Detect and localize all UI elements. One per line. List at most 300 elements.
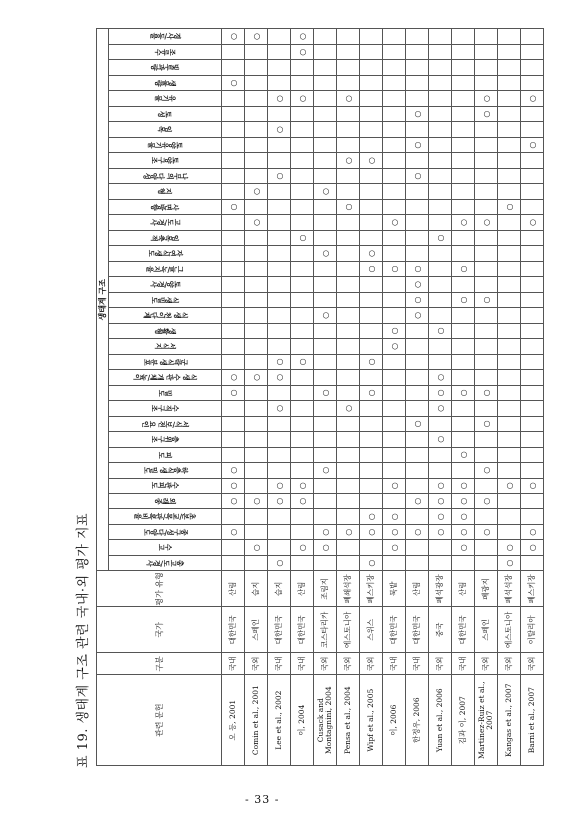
indicator-cell bbox=[245, 60, 268, 75]
indicator-cell bbox=[268, 509, 291, 524]
indicator-label: 하층식생 밀도 bbox=[142, 466, 188, 476]
indicator-header bbox=[109, 153, 222, 168]
cell-study: Pensa et al., 2004 bbox=[337, 675, 360, 766]
indicator-cell bbox=[268, 447, 291, 462]
indicator-cell bbox=[383, 277, 406, 292]
indicator-cell bbox=[291, 447, 314, 462]
indicator-header bbox=[109, 199, 222, 214]
indicator-cell: ○ bbox=[498, 478, 521, 493]
cell-origin: 국외 bbox=[475, 653, 498, 675]
indicator-cell: ○ bbox=[429, 385, 452, 400]
indicator-cell bbox=[452, 323, 475, 338]
indicator-cell: ○ bbox=[429, 323, 452, 338]
indicator-header bbox=[109, 44, 222, 59]
indicator-header bbox=[109, 540, 222, 555]
indicator-cell bbox=[360, 60, 383, 75]
indicator-cell bbox=[452, 339, 475, 354]
indicator-cell bbox=[383, 494, 406, 509]
indicator-cell: ○ bbox=[291, 29, 314, 45]
indicator-cell bbox=[383, 308, 406, 323]
indicator-cell: ○ bbox=[475, 106, 498, 121]
indicator-cell bbox=[291, 184, 314, 199]
indicator-cell: ○ bbox=[406, 292, 429, 307]
indicator-cell bbox=[314, 199, 337, 214]
indicator-cell bbox=[291, 168, 314, 183]
indicator-header bbox=[109, 246, 222, 261]
indicator-cell: ○ bbox=[429, 509, 452, 524]
indicator-cell bbox=[498, 106, 521, 121]
indicator-cell bbox=[268, 524, 291, 539]
indicator-cell bbox=[498, 323, 521, 338]
indicator-cell bbox=[406, 339, 429, 354]
indicator-cell bbox=[245, 432, 268, 447]
indicator-cell bbox=[337, 277, 360, 292]
cell-origin: 국내 bbox=[406, 653, 429, 675]
indicator-cell: ○ bbox=[337, 401, 360, 416]
indicator-cell bbox=[498, 447, 521, 462]
indicator-label: 토성 bbox=[158, 110, 172, 120]
cell-country: 스페인 bbox=[245, 607, 268, 653]
indicator-cell: ○ bbox=[452, 292, 475, 307]
indicator-cell bbox=[291, 509, 314, 524]
indicator-header bbox=[109, 385, 222, 400]
indicator-header bbox=[109, 60, 222, 75]
indicator-cell bbox=[429, 277, 452, 292]
indicator-cell bbox=[222, 416, 245, 431]
indicator-cell bbox=[521, 432, 544, 447]
indicator-header bbox=[109, 401, 222, 416]
indicator-cell bbox=[429, 463, 452, 478]
indicator-cell bbox=[291, 246, 314, 261]
indicator-cell bbox=[383, 432, 406, 447]
indicator-cell: ○ bbox=[452, 509, 475, 524]
indicator-cell bbox=[245, 385, 268, 400]
indicator-cell bbox=[337, 60, 360, 75]
indicator-cell bbox=[498, 339, 521, 354]
indicator-cell bbox=[475, 137, 498, 152]
cell-origin: 국외 bbox=[360, 653, 383, 675]
indicator-cell bbox=[337, 261, 360, 276]
indicator-label: 토양/경사 bbox=[149, 280, 181, 290]
indicator-cell bbox=[314, 494, 337, 509]
indicator-cell: ○ bbox=[360, 524, 383, 539]
indicator-cell bbox=[222, 106, 245, 121]
indicator-cell bbox=[452, 370, 475, 385]
indicator-cell bbox=[498, 215, 521, 230]
indicator-cell: ○ bbox=[383, 339, 406, 354]
indicator-cell bbox=[222, 215, 245, 230]
indicator-cell bbox=[498, 277, 521, 292]
indicator-cell: ○ bbox=[222, 494, 245, 509]
cell-origin: 국외 bbox=[245, 653, 268, 675]
indicator-cell bbox=[291, 401, 314, 416]
indicator-cell bbox=[429, 447, 452, 462]
table-row bbox=[452, 29, 475, 766]
indicator-cell bbox=[337, 292, 360, 307]
indicator-cell bbox=[337, 29, 360, 45]
indicator-cell: ○ bbox=[475, 416, 498, 431]
indicator-cell: ○ bbox=[521, 478, 544, 493]
indicator-cell bbox=[521, 75, 544, 90]
indicator-label: 유기물 bbox=[154, 94, 176, 104]
indicator-cell bbox=[383, 75, 406, 90]
indicator-cell bbox=[521, 261, 544, 276]
indicator-cell bbox=[498, 137, 521, 152]
indicator-cell bbox=[383, 91, 406, 106]
cell-target: 습지 bbox=[245, 571, 268, 607]
indicator-label: 임목 bbox=[158, 125, 172, 135]
indicator-cell bbox=[475, 478, 498, 493]
indicator-cell bbox=[360, 478, 383, 493]
indicator-cell bbox=[268, 323, 291, 338]
indicator-cell bbox=[314, 555, 337, 570]
indicator-cell bbox=[337, 339, 360, 354]
indicator-cell: ○ bbox=[314, 385, 337, 400]
indicator-cell bbox=[268, 137, 291, 152]
indicator-cell: ○ bbox=[337, 199, 360, 214]
indicator-cell bbox=[383, 246, 406, 261]
indicator-cell bbox=[383, 370, 406, 385]
indicator-cell bbox=[268, 261, 291, 276]
indicator-cell bbox=[406, 555, 429, 570]
indicator-cell bbox=[521, 29, 544, 45]
indicator-cell bbox=[429, 354, 452, 369]
indicator-cell bbox=[475, 323, 498, 338]
indicator-cell bbox=[475, 354, 498, 369]
indicator-cell bbox=[452, 137, 475, 152]
indicator-cell bbox=[245, 168, 268, 183]
indicator-cell: ○ bbox=[406, 168, 429, 183]
indicator-label: 생물량 bbox=[154, 79, 176, 89]
indicator-cell bbox=[521, 122, 544, 137]
indicator-cell bbox=[521, 447, 544, 462]
indicator-cell bbox=[452, 416, 475, 431]
indicator-cell bbox=[222, 122, 245, 137]
indicator-cell: ○ bbox=[245, 370, 268, 385]
indicator-cell bbox=[475, 555, 498, 570]
indicator-cell: ○ bbox=[475, 215, 498, 230]
indicator-header bbox=[109, 509, 222, 524]
table-body bbox=[222, 29, 544, 766]
indicator-cell: ○ bbox=[383, 323, 406, 338]
indicator-cell: ○ bbox=[429, 494, 452, 509]
indicator-cell bbox=[245, 463, 268, 478]
indicator-cell: ○ bbox=[475, 524, 498, 539]
indicator-cell bbox=[337, 555, 360, 570]
indicator-cell: ○ bbox=[360, 385, 383, 400]
indicator-cell bbox=[360, 416, 383, 431]
indicator-cell bbox=[314, 215, 337, 230]
indicator-cell bbox=[383, 153, 406, 168]
indicator-cell: ○ bbox=[498, 540, 521, 555]
table-row bbox=[498, 29, 521, 766]
indicator-cell bbox=[337, 432, 360, 447]
indicator-cell: ○ bbox=[314, 463, 337, 478]
indicator-cell bbox=[268, 540, 291, 555]
cell-study: Kangas et al., 2007 bbox=[498, 675, 521, 766]
indicator-cell: ○ bbox=[452, 385, 475, 400]
indicator-cell: ○ bbox=[475, 494, 498, 509]
indicator-cell bbox=[498, 168, 521, 183]
indicator-cell bbox=[222, 230, 245, 245]
indicator-label: 사면방향 bbox=[151, 203, 179, 213]
indicator-cell bbox=[245, 106, 268, 121]
indicator-label: 수직구조 bbox=[151, 404, 179, 414]
indicator-cell bbox=[222, 509, 245, 524]
indicator-cell bbox=[406, 75, 429, 90]
indicator-cell bbox=[360, 29, 383, 45]
indicator-cell bbox=[383, 230, 406, 245]
indicator-cell bbox=[291, 323, 314, 338]
cell-country: 스위스 bbox=[360, 607, 383, 653]
indicator-header bbox=[109, 354, 222, 369]
indicator-cell bbox=[475, 153, 498, 168]
indicator-cell bbox=[521, 168, 544, 183]
cell-study: Wipf et al., 2005 bbox=[360, 675, 383, 766]
indicator-cell bbox=[291, 75, 314, 90]
indicator-cell bbox=[314, 354, 337, 369]
indicator-cell bbox=[406, 122, 429, 137]
indicator-header bbox=[109, 184, 222, 199]
indicator-label: 수관피도 bbox=[151, 481, 179, 491]
indicator-cell bbox=[245, 447, 268, 462]
indicator-cell bbox=[268, 29, 291, 45]
indicator-header bbox=[109, 416, 222, 431]
indicator-cell: ○ bbox=[429, 478, 452, 493]
indicator-cell bbox=[383, 199, 406, 214]
indicator-cell: ○ bbox=[245, 215, 268, 230]
cell-study: 한정우, 2006 bbox=[406, 675, 429, 766]
indicator-cell: ○ bbox=[475, 463, 498, 478]
rotated-page-content bbox=[70, 28, 537, 768]
indicator-cell bbox=[452, 432, 475, 447]
cell-study: Cusack and Montagnini, 2004 bbox=[314, 675, 337, 766]
indicator-cell: ○ bbox=[245, 184, 268, 199]
indicator-cell bbox=[498, 44, 521, 59]
indicator-cell bbox=[498, 401, 521, 416]
indicator-cell: ○ bbox=[314, 308, 337, 323]
cell-country: 대한민국 bbox=[222, 607, 245, 653]
indicator-cell bbox=[222, 401, 245, 416]
indicator-cell bbox=[429, 540, 452, 555]
indicator-cell bbox=[429, 339, 452, 354]
indicator-cell bbox=[406, 246, 429, 261]
indicator-label: 지형 bbox=[158, 187, 172, 197]
indicator-cell bbox=[406, 385, 429, 400]
indicator-cell bbox=[406, 153, 429, 168]
indicator-cell bbox=[222, 354, 245, 369]
indicator-cell: ○ bbox=[291, 354, 314, 369]
indicator-cell: ○ bbox=[222, 524, 245, 539]
indicator-cell bbox=[429, 246, 452, 261]
cell-origin: 국외 bbox=[337, 653, 360, 675]
indicator-cell: ○ bbox=[383, 261, 406, 276]
indicator-cell bbox=[245, 91, 268, 106]
indicator-cell: ○ bbox=[268, 401, 291, 416]
indicator-cell bbox=[498, 60, 521, 75]
indicator-cell bbox=[337, 494, 360, 509]
indicator-cell bbox=[360, 122, 383, 137]
indicator-label: 수고 bbox=[158, 543, 172, 553]
indicator-cell bbox=[521, 246, 544, 261]
indicator-cell bbox=[268, 463, 291, 478]
indicator-cell bbox=[314, 230, 337, 245]
indicator-cell bbox=[222, 277, 245, 292]
indicator-cell bbox=[475, 184, 498, 199]
table-row bbox=[222, 29, 245, 766]
indicator-cell bbox=[337, 137, 360, 152]
indicator-label: 생활형 bbox=[154, 326, 176, 336]
indicator-cell: ○ bbox=[383, 478, 406, 493]
indicator-cell bbox=[245, 509, 268, 524]
indicator-cell: ○ bbox=[498, 555, 521, 570]
table-row bbox=[245, 29, 268, 766]
indicator-cell: ○ bbox=[498, 199, 521, 214]
indicator-label: 서식/보전 요인 bbox=[141, 419, 189, 429]
indicator-cell bbox=[360, 230, 383, 245]
indicator-cell bbox=[429, 44, 452, 59]
indicator-cell bbox=[475, 370, 498, 385]
cell-country: 대한민국 bbox=[291, 607, 314, 653]
indicator-cell bbox=[521, 385, 544, 400]
indicator-cell bbox=[268, 432, 291, 447]
indicator-cell bbox=[452, 91, 475, 106]
indicator-cell bbox=[521, 416, 544, 431]
indicator-cell bbox=[291, 370, 314, 385]
indicator-cell bbox=[291, 277, 314, 292]
indicator-cell bbox=[314, 370, 337, 385]
indicator-cell bbox=[452, 401, 475, 416]
indicator-cell bbox=[291, 555, 314, 570]
indicator-cell bbox=[360, 44, 383, 59]
indicator-cell: ○ bbox=[360, 354, 383, 369]
indicator-cell bbox=[314, 122, 337, 137]
indicator-cell: ○ bbox=[406, 524, 429, 539]
header-origin: 구분 bbox=[97, 653, 222, 675]
indicator-cell bbox=[222, 339, 245, 354]
cell-target: 폐스키장 bbox=[360, 571, 383, 607]
indicator-cell bbox=[475, 44, 498, 59]
header-row-group bbox=[97, 29, 109, 766]
indicator-cell bbox=[337, 323, 360, 338]
indicator-cell bbox=[245, 339, 268, 354]
indicator-cell bbox=[360, 199, 383, 214]
indicator-cell: ○ bbox=[452, 447, 475, 462]
indicator-cell: ○ bbox=[383, 524, 406, 539]
indicator-cell bbox=[222, 447, 245, 462]
indicator-header bbox=[109, 215, 222, 230]
indicator-cell bbox=[291, 339, 314, 354]
indicator-cell bbox=[406, 478, 429, 493]
table-row bbox=[521, 29, 544, 766]
indicator-cell: ○ bbox=[429, 432, 452, 447]
indicator-cell bbox=[521, 60, 544, 75]
indicator-cell: ○ bbox=[360, 509, 383, 524]
indicator-cell bbox=[452, 463, 475, 478]
indicator-cell bbox=[498, 494, 521, 509]
table-row bbox=[406, 29, 429, 766]
indicator-label: 식생밀도 bbox=[151, 295, 179, 305]
indicator-cell bbox=[452, 153, 475, 168]
cell-origin: 국내 bbox=[452, 653, 475, 675]
table-row bbox=[268, 29, 291, 766]
cell-country: 중국 bbox=[429, 607, 452, 653]
indicator-cell bbox=[452, 230, 475, 245]
cell-target: 조림지 bbox=[314, 571, 337, 607]
indicator-cell bbox=[429, 75, 452, 90]
table-row bbox=[383, 29, 406, 766]
indicator-cell bbox=[360, 540, 383, 555]
indicator-cell: ○ bbox=[475, 91, 498, 106]
indicator-cell: ○ bbox=[406, 106, 429, 121]
indicator-cell bbox=[314, 106, 337, 121]
indicator-cell: ○ bbox=[268, 494, 291, 509]
indicator-cell bbox=[291, 106, 314, 121]
indicator-cell bbox=[291, 60, 314, 75]
indicator-cell bbox=[314, 447, 337, 462]
indicator-cell bbox=[360, 308, 383, 323]
indicator-cell bbox=[291, 292, 314, 307]
indicator-cell bbox=[383, 401, 406, 416]
indicator-cell bbox=[498, 122, 521, 137]
indicator-cell bbox=[521, 494, 544, 509]
indicator-cell bbox=[337, 44, 360, 59]
cell-target: 폐쇄석장 bbox=[337, 571, 360, 607]
indicator-label: 서식지 bbox=[154, 342, 176, 352]
indicator-cell bbox=[245, 277, 268, 292]
indicator-cell: ○ bbox=[337, 524, 360, 539]
indicator-cell bbox=[406, 463, 429, 478]
indicator-cell bbox=[291, 122, 314, 137]
cell-country: 에스토니아 bbox=[337, 607, 360, 653]
indicator-cell: ○ bbox=[291, 91, 314, 106]
indicator-cell bbox=[314, 432, 337, 447]
indicator-cell bbox=[475, 246, 498, 261]
indicator-cell bbox=[245, 524, 268, 539]
indicator-label: 종구성/다양도 bbox=[142, 528, 188, 538]
indicator-cell bbox=[452, 199, 475, 214]
indicator-cell bbox=[268, 44, 291, 59]
indicator-cell bbox=[360, 277, 383, 292]
indicator-cell bbox=[360, 339, 383, 354]
indicator-cell: ○ bbox=[406, 137, 429, 152]
indicator-cell bbox=[360, 75, 383, 90]
indicator-cell bbox=[222, 323, 245, 338]
indicator-cell bbox=[337, 370, 360, 385]
indicator-cell bbox=[452, 75, 475, 90]
indicator-header bbox=[109, 494, 222, 509]
indicator-cell bbox=[383, 292, 406, 307]
indicator-cell bbox=[521, 401, 544, 416]
indicator-cell bbox=[406, 447, 429, 462]
indicator-cell bbox=[360, 463, 383, 478]
indicator-cell bbox=[291, 308, 314, 323]
cell-target: 묵밭 bbox=[383, 571, 406, 607]
indicator-cell bbox=[521, 509, 544, 524]
header-ecosystem-structure: 생태계 구조 bbox=[97, 29, 109, 571]
indicator-cell: ○ bbox=[268, 168, 291, 183]
indicator-cell bbox=[268, 277, 291, 292]
indicator-cell bbox=[314, 416, 337, 431]
cell-target: 습지 bbox=[268, 571, 291, 607]
indicator-label: 층위구조 bbox=[151, 435, 179, 445]
indicator-label: 피도 bbox=[158, 450, 172, 460]
indicator-cell bbox=[337, 385, 360, 400]
indicator-cell bbox=[429, 106, 452, 121]
indicator-cell bbox=[521, 184, 544, 199]
indicator-cell: ○ bbox=[452, 524, 475, 539]
indicator-cell bbox=[475, 122, 498, 137]
